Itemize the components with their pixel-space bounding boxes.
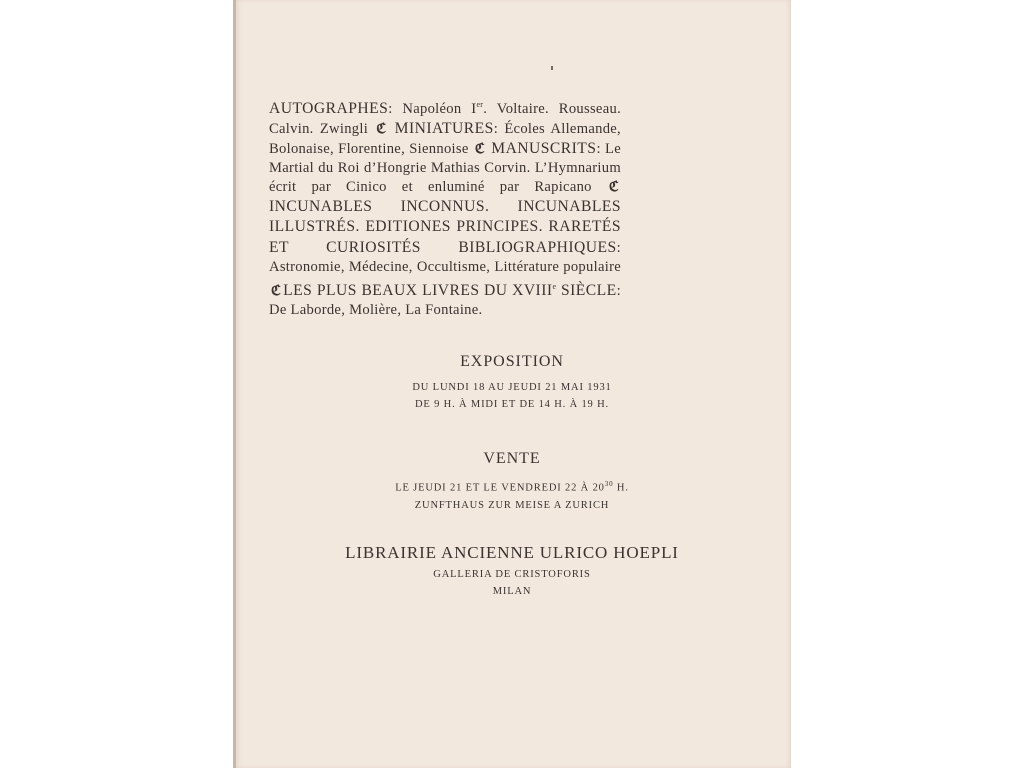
vente-time-superscript: 30 xyxy=(604,480,614,488)
vente-block xyxy=(233,449,791,514)
plus-beaux-livres-heading: LES PLUS BEAUX LIVRES DU XVIII xyxy=(283,281,553,299)
superscript-e: e xyxy=(552,281,557,291)
catalogue-page xyxy=(233,0,791,768)
vente-dates xyxy=(233,476,791,497)
autographes-text: : Napoléon I xyxy=(388,100,477,117)
section-separator-icon: ℭ xyxy=(474,141,485,158)
superscript-er: er xyxy=(476,100,484,109)
section-separator-icon: ℭ xyxy=(376,120,387,137)
manuscrits-text: : Le Martial du Roi d’Hongrie Mathias Corvin. L’Hymnarium écrit par Cinico et enluminé par Rapicano xyxy=(269,141,621,196)
siecle-text: : De Laborde, Molière, La Fontaine. xyxy=(269,282,621,318)
manuscrits-heading: MANUSCRITS xyxy=(491,140,597,158)
librairie-name: LIBRAIRIE ANCIENNE ULRICO HOEPLI xyxy=(345,543,679,562)
exposition-title: EXPOSITION xyxy=(460,353,564,370)
bibliographiques-text: : Astronomie, Médecine, Occultisme, Littérature populaire xyxy=(269,239,621,275)
librairie-address: GALLERIA DE CRISTOFORIS xyxy=(433,569,591,580)
miniatures-text: : Écoles Allemande, Bolonaise, Florentine, Siennoise xyxy=(269,120,621,158)
autographes-names: . Voltaire. Rousseau. Calvin. Zwingli xyxy=(269,100,622,137)
incunables-heading: INCUNABLES INCONNUS. INCUNABLES ILLUSTRÉS. EDITIONES PRINCIPES. RARETÉS ET CURIOSITÉS BIBLIOGRAPHIQUES xyxy=(269,198,621,256)
miniatures-heading: MINIATURES xyxy=(394,119,494,137)
autographes-heading: AUTOGRAPHES xyxy=(269,99,389,117)
vente-dates-suffix: H. xyxy=(613,482,629,494)
catalogue-contents-paragraph xyxy=(269,95,621,320)
exposition-dates: DU LUNDI 18 AU JEUDI 21 MAI 1931 xyxy=(412,382,612,393)
siecle-heading: SIÈCLE xyxy=(556,281,617,299)
librairie-block xyxy=(233,543,791,600)
vente-venue: ZUNFTHAUS ZUR MEISE A ZURICH xyxy=(414,499,610,511)
vente-title: VENTE xyxy=(483,450,541,467)
section-separator-icon: ℭ xyxy=(608,179,619,196)
section-separator-icon: ℭ xyxy=(271,282,282,299)
exposition-block xyxy=(233,352,791,413)
vente-dates-text: LE JEUDI 21 ET LE VENDREDI 22 À 20 xyxy=(395,482,605,494)
librairie-city: MILAN xyxy=(492,586,532,597)
paper-speck xyxy=(551,66,553,70)
exposition-hours: DE 9 H. À MIDI ET DE 14 H. À 19 H. xyxy=(414,399,610,410)
